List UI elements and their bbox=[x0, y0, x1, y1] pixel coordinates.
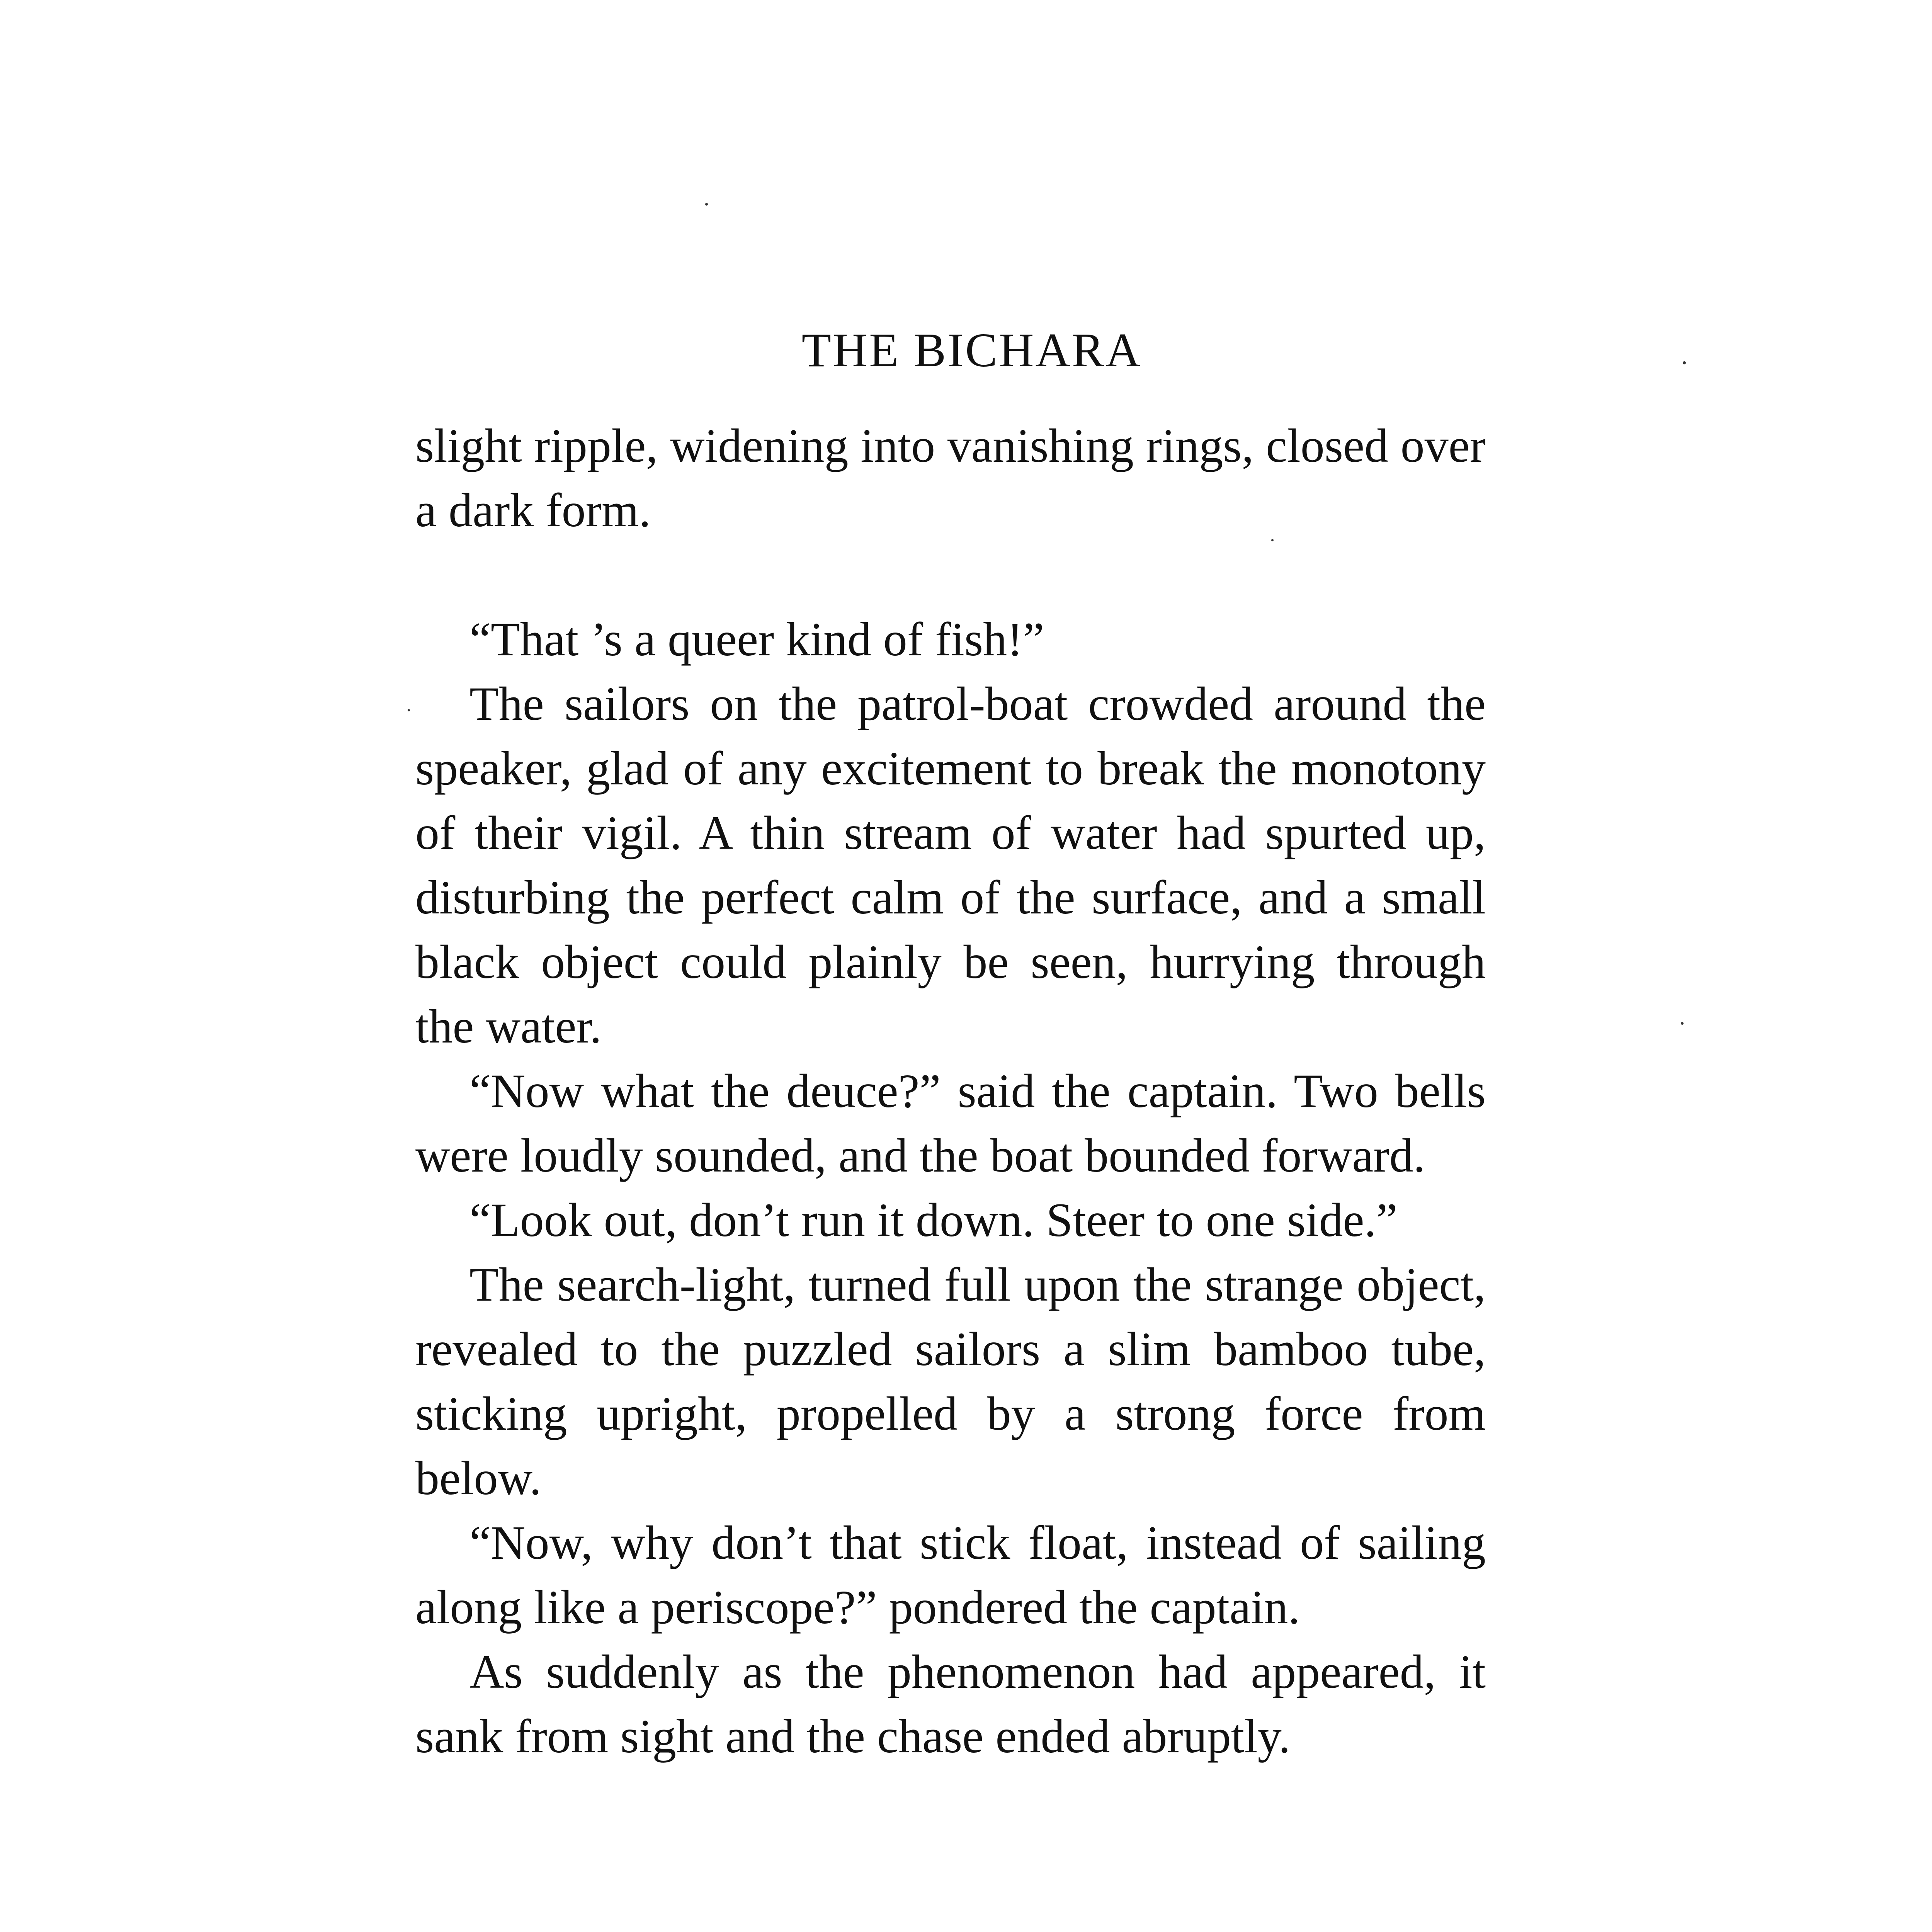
paragraph: “That ’s a queer kind of fish!” bbox=[469, 613, 1044, 666]
paragraph: “Look out, don’t run it down. Steer to one side.” bbox=[469, 1194, 1398, 1247]
scan-speck bbox=[705, 203, 708, 206]
scan-speck bbox=[1683, 361, 1686, 364]
paragraph: The sailors on the patrol-boat crowded around the speaker, glad of any excitement to break the monotony of their vigil. A thin stream of water had spurted up, disturbing the perfect calm of the surface, and a small black object could plainly be seen, hurrying through the water. bbox=[415, 677, 1486, 1053]
paragraph: “Now, why don’t that stick float, instead of sailing along like a periscope?” pondered the captain. bbox=[415, 1516, 1486, 1634]
scan-speck bbox=[408, 709, 410, 711]
paragraph: The search-light, turned full upon the strange object, revealed to the puzzled sailors a slim bamboo tube, sticking upright, propelled by a strong force from below. bbox=[415, 1258, 1486, 1505]
body-text bbox=[415, 413, 1486, 1769]
paragraph: As suddenly as the phenomenon had appeared, it sank from sight and the chase ended abruptly. bbox=[415, 1645, 1486, 1763]
paragraph: slight ripple, widening into vanishing rings, closed over a dark form. bbox=[415, 419, 1486, 537]
running-head: THE BICHARA bbox=[801, 324, 1142, 377]
paragraph: “Now what the deuce?” said the captain. Two bells were loudly sounded, and the boat bounded forward. bbox=[415, 1065, 1486, 1182]
scan-speck bbox=[1681, 1022, 1684, 1025]
